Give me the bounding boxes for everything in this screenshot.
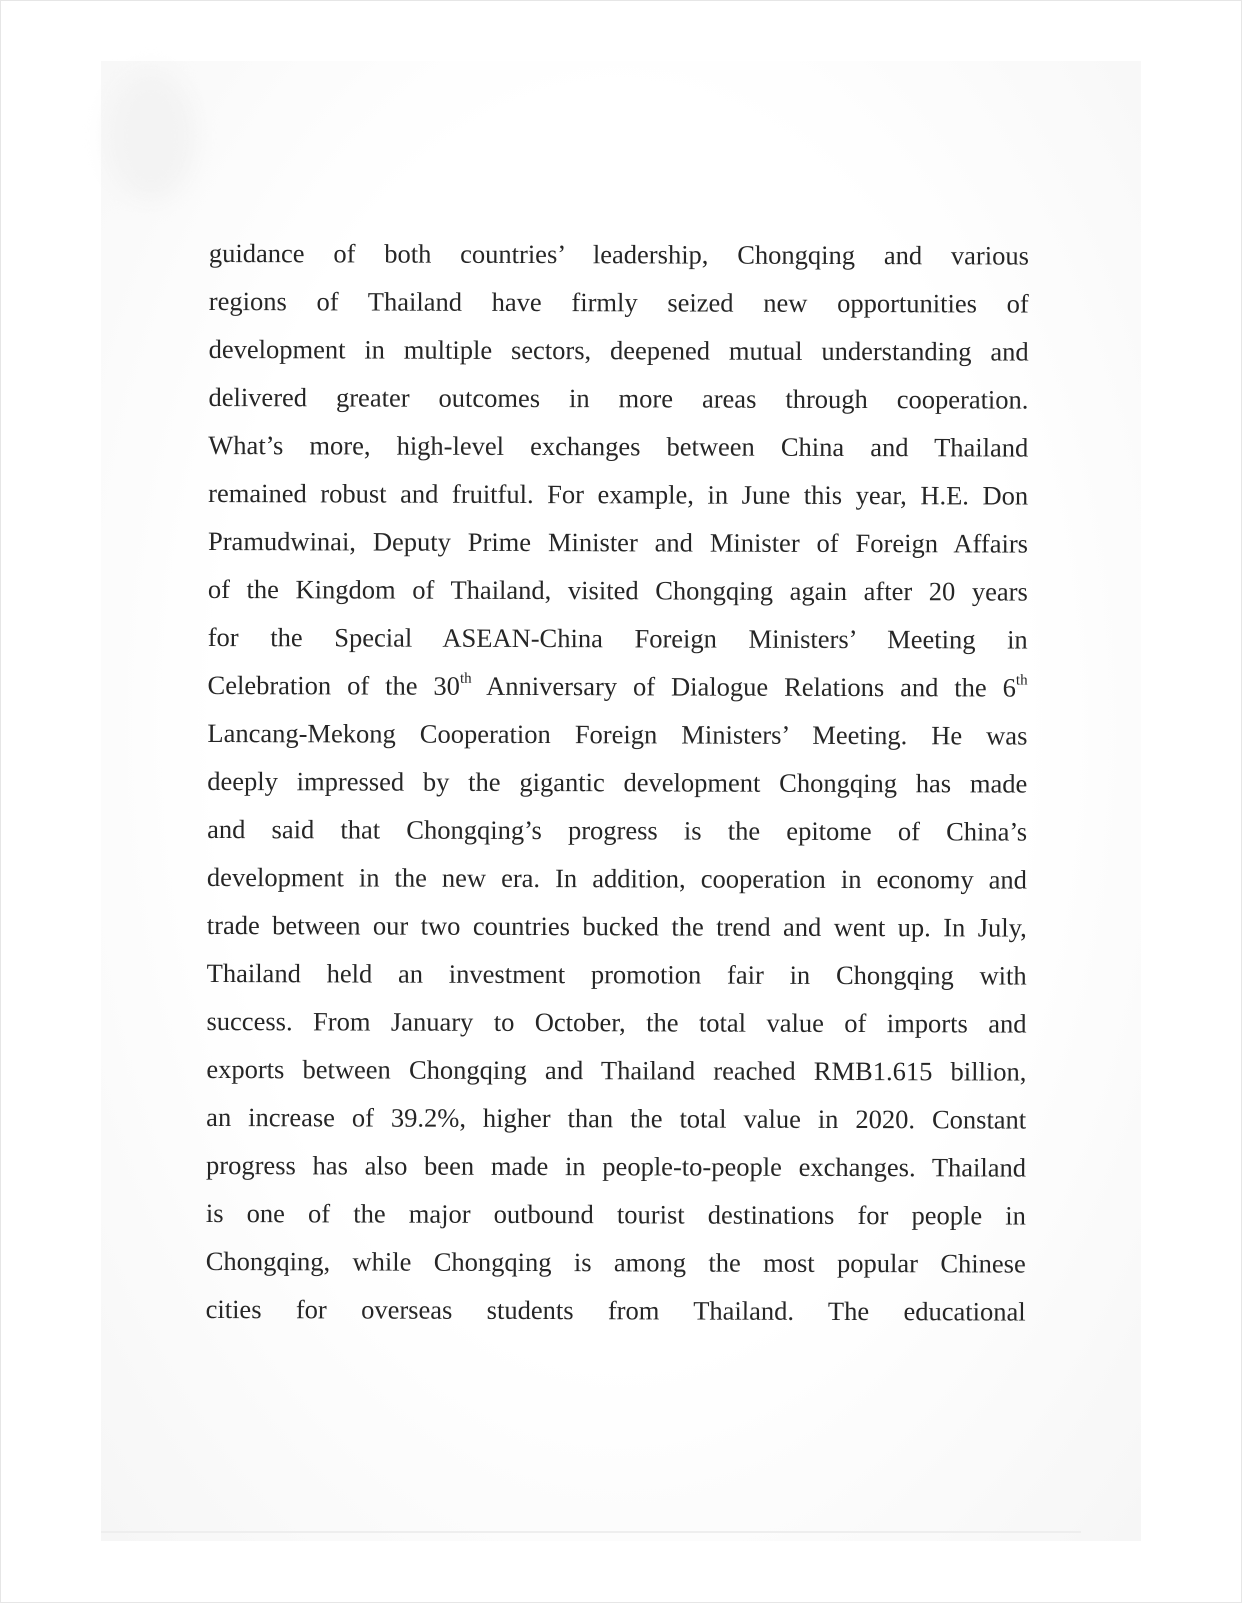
text-line: delivered greater outcomes in more areas through cooperation. <box>208 381 1029 415</box>
text-line: remained robust and fruitful. For example, in June this year, H.E. Don <box>208 477 1029 511</box>
text-line: Pramudwinai, Deputy Prime Minister and Minister of Foreign Affairs <box>207 525 1029 559</box>
text-line: development in the new era. In addition, cooperation in economy and <box>206 861 1028 895</box>
text-line: progress has also been made in people-to-people exchanges. Thailand <box>206 1149 1027 1183</box>
text-line: Lancang-Mekong Cooperation Foreign Ministers’ Meeting. He was <box>207 717 1028 751</box>
text-line: of the Kingdom of Thailand, visited Chongqing again after 20 years <box>207 573 1028 607</box>
text-line: trade between our two countries bucked the trend and went up. In July, <box>206 909 1027 943</box>
ordinal-suffix: th <box>459 670 472 687</box>
page-bottom-edge <box>101 1531 1081 1533</box>
text-line: an increase of 39.2%, higher than the total value in 2020. Constant <box>206 1101 1027 1135</box>
text-line: exports between Chongqing and Thailand reached RMB1.615 billion, <box>206 1053 1027 1087</box>
text-line: development in multiple sectors, deepened mutual understanding and <box>208 333 1029 367</box>
ordinal-suffix: th <box>1015 672 1028 689</box>
text-line: is one of the major outbound tourist destinations for people in <box>205 1197 1026 1231</box>
text-line: Thailand held an investment promotion fair in Chongqing with <box>206 957 1027 991</box>
scan-smudge <box>106 71 196 201</box>
text-line-superscripts <box>207 661 1027 712</box>
text-line: and said that Chongqing’s progress is the epitome of China’s <box>207 813 1028 847</box>
text-segment: Anniversary of Dialogue Relations and the 6 <box>471 670 1016 703</box>
text-line: Chongqing, while Chongqing is among the most popular Chinese <box>205 1245 1026 1279</box>
text-line: regions of Thailand have firmly seized new opportunities of <box>208 285 1029 319</box>
text-line: What’s more, high-level exchanges between China and Thailand <box>208 429 1029 463</box>
text-line: success. From January to October, the total value of imports and <box>206 1005 1027 1039</box>
text-line: guidance of both countries’ leadership, Chongqing and various <box>208 237 1029 271</box>
text-line: cities for overseas students from Thailand. The educational <box>205 1293 1026 1327</box>
text-line: deeply impressed by the gigantic development Chongqing has made <box>207 765 1028 799</box>
text-segment: Celebration of the 30 <box>207 669 461 701</box>
body-text <box>206 229 1029 1336</box>
text-line: for the Special ASEAN-China Foreign Ministers’ Meeting in <box>207 621 1028 655</box>
